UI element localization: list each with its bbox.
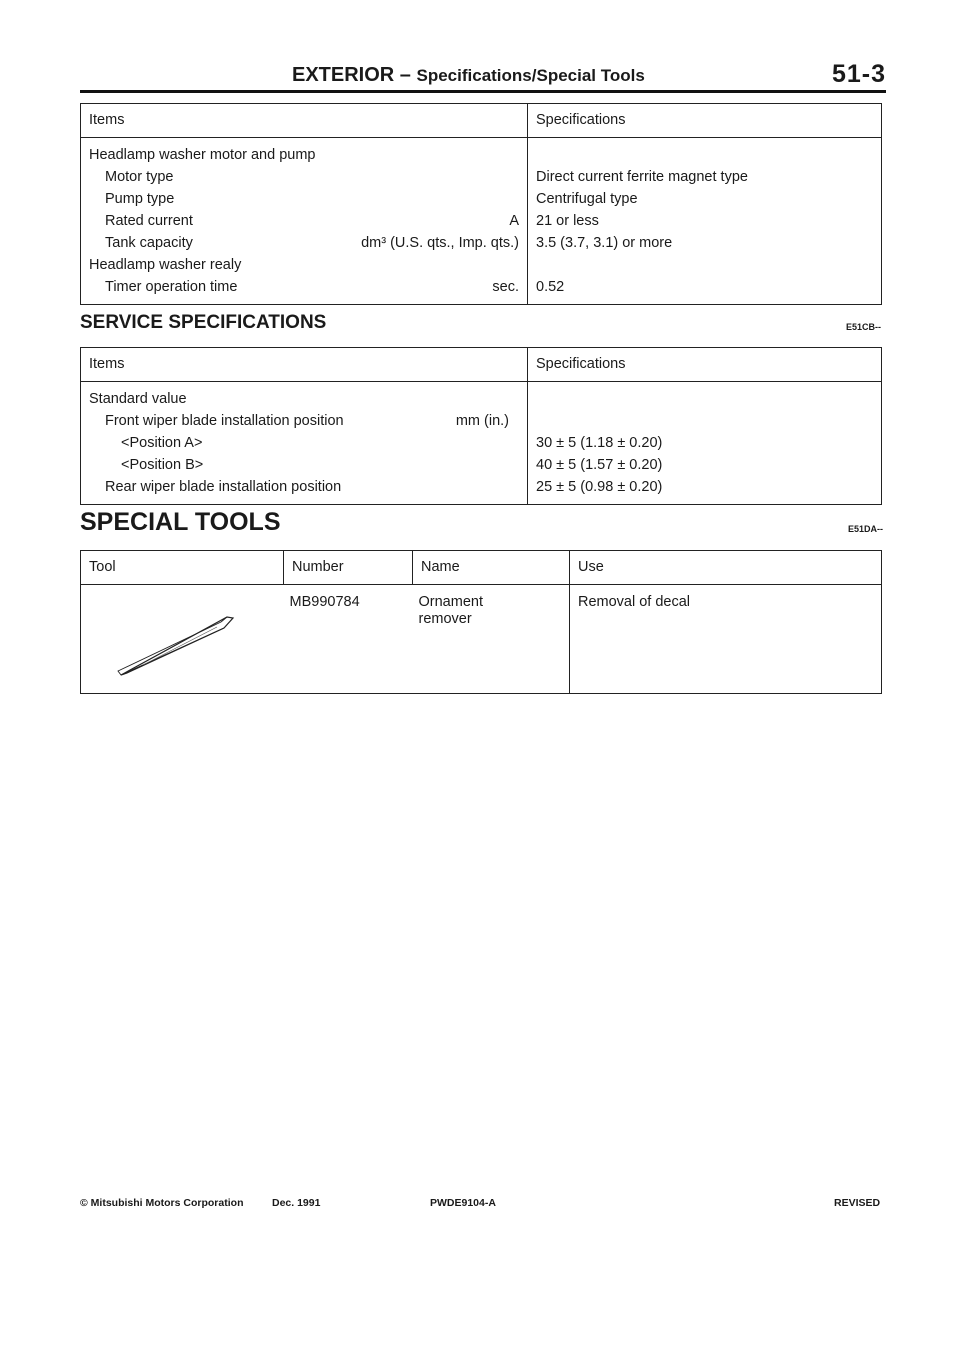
special-tools-table — [80, 550, 882, 694]
header-rule — [80, 90, 886, 93]
list-item — [89, 410, 519, 432]
specifications-table — [80, 103, 882, 305]
item-label: Tank capacity — [105, 235, 193, 251]
list-item — [89, 276, 519, 298]
table-header-row — [81, 104, 882, 138]
footer-date: Dec. 1991 — [272, 1197, 321, 1209]
column-header-items: Items — [81, 104, 528, 138]
list-item — [89, 432, 519, 454]
item-label: Headlamp washer motor and pump — [89, 147, 316, 163]
table-body-row — [81, 382, 882, 505]
item-label: Timer operation time — [105, 279, 238, 295]
list-item — [89, 476, 519, 498]
table-header-row — [81, 348, 882, 382]
spec-value: Centrifugal type — [536, 191, 638, 207]
column-header-items: Items — [81, 348, 528, 382]
list-item — [89, 232, 519, 254]
items-cell — [81, 382, 528, 505]
items-cell — [81, 138, 528, 305]
spec-value: 3.5 (3.7, 3.1) or more — [536, 235, 673, 251]
spec-value: 30 ± 5 (1.18 ± 0.20) — [536, 435, 663, 451]
list-item — [89, 188, 519, 210]
item-unit: mm (in.) — [455, 413, 509, 429]
tool-name-line2: remover — [418, 611, 472, 627]
specifications-cell — [528, 138, 882, 305]
item-label: <Position B> — [121, 457, 204, 473]
list-item — [89, 210, 519, 232]
spec-value: 21 or less — [536, 213, 599, 229]
title-main: EXTERIOR — [292, 64, 395, 86]
ornament-remover-tool-icon — [81, 585, 267, 689]
table-body-row — [81, 138, 882, 305]
spec-value — [536, 254, 873, 276]
item-unit: A — [509, 213, 519, 229]
item-unit: dm³ (U.S. qts., Imp. qts.) — [361, 235, 519, 251]
title-dash: – — [394, 64, 417, 86]
list-item — [89, 144, 519, 166]
item-label: Pump type — [105, 191, 175, 207]
service-specifications-title: SERVICE SPECIFICATIONS — [80, 312, 327, 333]
column-header-tool: Tool — [81, 551, 284, 585]
special-tools-title: SPECIAL TOOLS — [80, 508, 281, 536]
service-specifications-table — [80, 347, 882, 505]
page-number: 51-3 — [831, 60, 886, 88]
tool-number-cell — [284, 585, 413, 694]
spec-value — [536, 410, 873, 432]
list-item — [89, 254, 519, 276]
page-title — [292, 64, 645, 87]
tool-name-cell — [413, 585, 570, 694]
column-header-specifications: Specifications — [528, 104, 882, 138]
item-label: Rear wiper blade installation position — [105, 479, 342, 495]
table-row — [81, 585, 882, 694]
specifications-cell — [528, 382, 882, 505]
tool-number: MB990784 — [289, 594, 360, 610]
item-label: Standard value — [89, 391, 187, 407]
table-header-row — [81, 551, 882, 585]
item-label: Rated current — [105, 213, 193, 229]
spec-value — [536, 144, 873, 166]
tool-use-cell — [570, 585, 882, 694]
title-sub: Specifications/Special Tools — [416, 66, 645, 85]
item-label: Front wiper blade installation position — [105, 413, 344, 429]
spec-value: Direct current ferrite magnet type — [536, 169, 748, 185]
tool-image-cell — [81, 585, 284, 694]
item-unit: sec. — [492, 279, 519, 295]
column-header-number: Number — [284, 551, 413, 585]
list-item — [89, 454, 519, 476]
item-label: Headlamp washer realy — [89, 257, 242, 273]
spec-value — [536, 388, 873, 410]
spec-value: 0.52 — [536, 279, 565, 295]
tool-use: Removal of decal — [578, 594, 691, 610]
item-label: Motor type — [105, 169, 174, 185]
footer-status: REVISED — [834, 1197, 881, 1209]
list-item — [89, 388, 519, 410]
spec-value: 40 ± 5 (1.57 ± 0.20) — [536, 457, 663, 473]
service-specifications-code: E51CB-- — [846, 322, 882, 332]
tool-name-line1: Ornament — [418, 594, 483, 610]
list-item — [89, 166, 519, 188]
footer-doc-code: PWDE9104-A — [430, 1197, 496, 1209]
footer-copyright: © Mitsubishi Motors Corporation — [80, 1197, 244, 1209]
page-header — [80, 58, 886, 92]
column-header-name: Name — [413, 551, 570, 585]
column-header-specifications: Specifications — [528, 348, 882, 382]
spec-value: 25 ± 5 (0.98 ± 0.20) — [536, 479, 663, 495]
special-tools-code: E51DA-- — [848, 524, 884, 534]
item-label: <Position A> — [121, 435, 203, 451]
column-header-use: Use — [570, 551, 882, 585]
